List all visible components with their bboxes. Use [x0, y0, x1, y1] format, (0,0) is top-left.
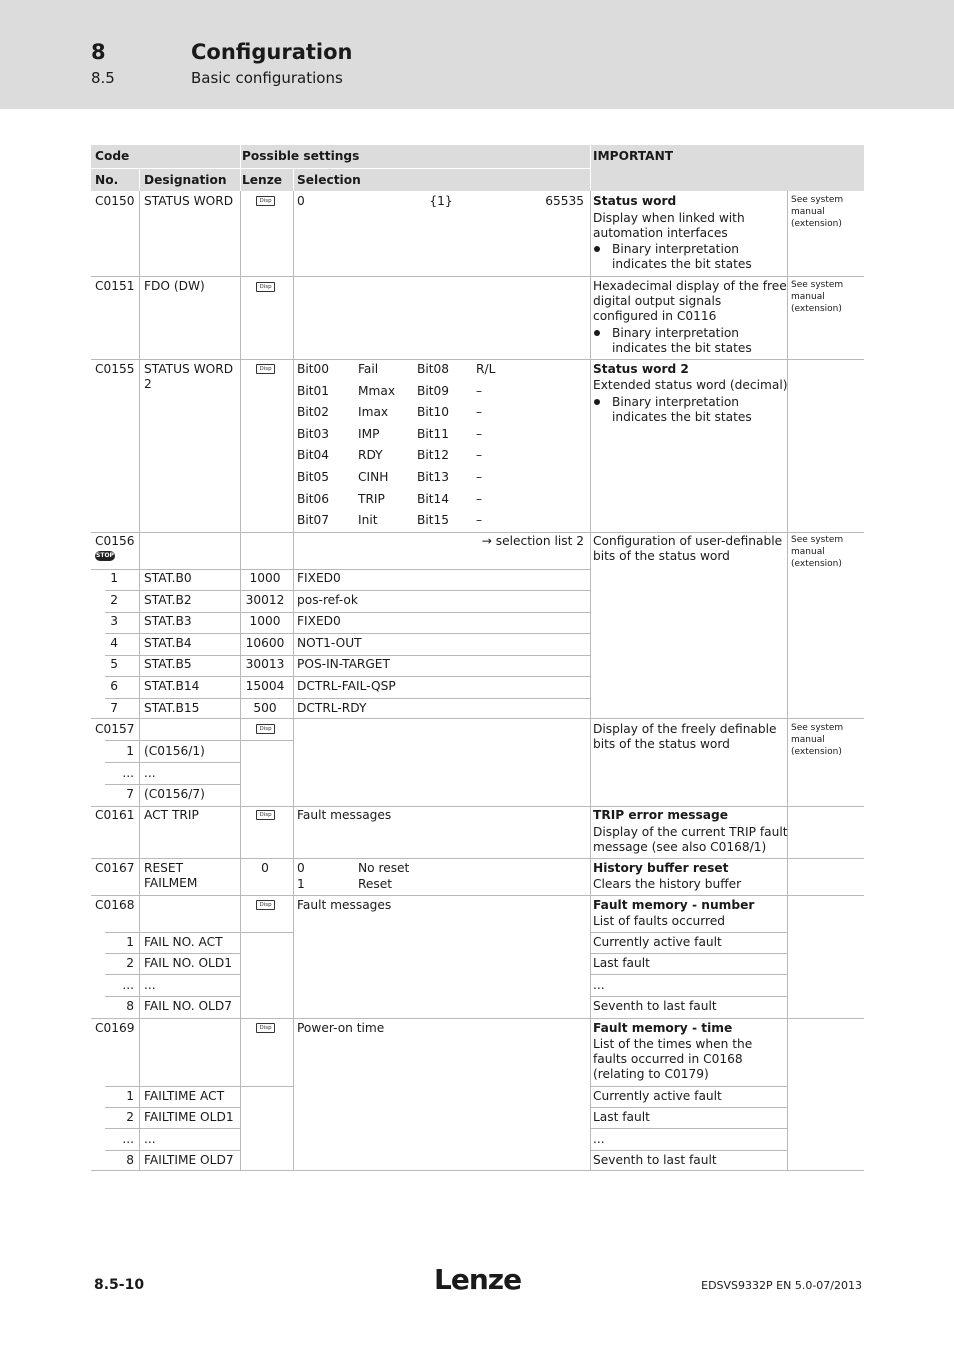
- designation: STATUS WORD: [144, 194, 234, 208]
- rule: [91, 858, 864, 859]
- imp-text: Hexadecimal display of the free: [593, 279, 787, 293]
- rule: [91, 1170, 864, 1171]
- bit-meaning: –: [476, 491, 483, 506]
- code-c0169: C0169: [95, 1021, 135, 1035]
- imp-text: Currently active fault: [593, 1089, 722, 1103]
- bit-label: Bit06: [297, 491, 330, 506]
- rule: [139, 191, 140, 1170]
- rule: [91, 806, 864, 807]
- rule: [105, 676, 590, 677]
- selection-value: 1: [297, 877, 305, 891]
- rule: [105, 784, 240, 785]
- rule: [105, 612, 590, 613]
- selection-value: POS-IN-TARGET: [297, 657, 390, 672]
- rule: [105, 932, 293, 933]
- sub-no: 1: [110, 571, 118, 585]
- col-designation: Designation: [144, 173, 227, 187]
- imp-text: ...: [593, 1131, 605, 1146]
- selection-value: pos-ref-ok: [297, 592, 358, 607]
- col-important: IMPORTANT: [593, 149, 674, 163]
- designation: FAILMEM: [144, 876, 198, 890]
- imp-text: Display when linked with: [593, 211, 745, 225]
- imp-text: bits of the status word: [593, 737, 730, 751]
- sub-designation: ...: [144, 1131, 156, 1146]
- col-lenze: Lenze: [242, 173, 283, 187]
- sub-designation: FAIL NO. ACT: [144, 935, 223, 949]
- bit-label: Bit15: [417, 513, 450, 528]
- code-c0157: C0157: [95, 722, 135, 736]
- imp-text: message (see also C0168/1): [593, 840, 767, 854]
- bit-meaning: –: [476, 383, 483, 398]
- imp-text: digital output signals: [593, 294, 722, 308]
- sub-no: ...: [122, 765, 134, 780]
- display-only-icon: Disp: [256, 900, 275, 910]
- sub-designation: STAT.B15: [144, 700, 200, 715]
- rule: [590, 145, 591, 191]
- section-number: 8.5: [91, 69, 115, 87]
- rule: [105, 740, 293, 741]
- sub-designation: FAIL NO. OLD1: [144, 956, 232, 971]
- lenze-value: 1000: [249, 614, 281, 629]
- bit-meaning: TRIP: [358, 491, 385, 506]
- col-selection: Selection: [297, 173, 361, 187]
- imp-text: Display of the freely definable: [593, 722, 777, 736]
- sub-designation: ...: [144, 977, 156, 992]
- document-reference: EDSVS9332P EN 5.0-07/2013: [701, 1279, 862, 1292]
- designation: RESET: [144, 861, 184, 875]
- rule: [105, 953, 240, 954]
- sub-no: 8: [126, 999, 134, 1014]
- col-no: No.: [95, 173, 119, 187]
- note-text: (extension): [791, 559, 842, 569]
- imp-text: ...: [593, 977, 605, 992]
- sub-no: 2: [126, 956, 134, 971]
- imp-title: Status word: [593, 194, 677, 208]
- bit-meaning: –: [476, 448, 483, 463]
- sub-no: 1: [126, 744, 134, 758]
- code-c0150: C0150: [95, 194, 135, 208]
- bullet-icon: [594, 330, 600, 336]
- bit-meaning: –: [476, 470, 483, 484]
- sel-min: 0: [297, 194, 305, 208]
- selection-value: DCTRL-FAIL-QSP: [297, 679, 396, 693]
- bit-meaning: –: [476, 513, 483, 528]
- imp-text: List of faults occurred: [593, 914, 726, 928]
- sub-designation: (C0156/1): [144, 744, 205, 758]
- rule: [590, 191, 591, 1170]
- bit-label: Bit13: [417, 470, 450, 484]
- imp-text: automation interfaces: [593, 226, 728, 240]
- stop-icon: STOP: [96, 552, 114, 559]
- imp-bullet: indicates the bit states: [612, 341, 752, 355]
- sub-designation: FAILTIME OLD7: [144, 1153, 234, 1168]
- selection-text: No reset: [358, 861, 410, 875]
- bit-label: Bit07: [297, 513, 330, 528]
- bit-label: Bit00: [297, 362, 330, 376]
- rule: [590, 1107, 787, 1108]
- rule: [105, 1107, 240, 1108]
- sub-designation: STAT.B4: [144, 635, 192, 650]
- bit-meaning: –: [476, 426, 483, 441]
- sub-designation: FAIL NO. OLD7: [144, 999, 232, 1014]
- code-c0161: C0161: [95, 808, 135, 822]
- selection-value: Power-on time: [297, 1021, 385, 1035]
- sub-designation: STAT.B2: [144, 592, 192, 607]
- bit-label: Bit08: [417, 362, 450, 376]
- selection-text: Reset: [358, 877, 393, 891]
- rule: [293, 168, 294, 191]
- selection-value: 0: [297, 861, 305, 875]
- bit-label: Bit04: [297, 448, 330, 463]
- bit-meaning: Mmax: [358, 383, 396, 398]
- note-text: See system: [791, 723, 844, 733]
- note-text: manual: [791, 292, 825, 302]
- rule: [91, 168, 590, 169]
- sub-no: 4: [110, 635, 118, 650]
- lenze-value: 30013: [245, 657, 285, 672]
- sub-designation: FAILTIME OLD1: [144, 1110, 234, 1125]
- bit-meaning: RDY: [358, 448, 383, 463]
- imp-bullet: indicates the bit states: [612, 257, 752, 271]
- lenze-value: 1000: [249, 571, 281, 585]
- rule: [91, 1018, 864, 1019]
- bit-label: Bit14: [417, 491, 450, 506]
- sub-no: 5: [110, 657, 118, 672]
- selection-value: NOT1-OUT: [297, 635, 362, 650]
- sub-designation: ...: [144, 765, 156, 780]
- rule: [105, 762, 240, 763]
- sub-designation: STAT.B0: [144, 571, 192, 585]
- sub-designation: FAILTIME ACT: [144, 1089, 225, 1103]
- sub-designation: STAT.B5: [144, 657, 192, 672]
- bit-meaning: Imax: [358, 405, 389, 420]
- bit-meaning: Fail: [358, 362, 379, 376]
- note-text: See system: [791, 280, 844, 290]
- bit-label: Bit05: [297, 470, 330, 484]
- imp-text: Configuration of user-definable: [593, 534, 783, 548]
- bit-meaning: R/L: [476, 362, 496, 376]
- imp-title: History buffer reset: [593, 861, 729, 875]
- note-text: See system: [791, 535, 844, 545]
- sub-designation: STAT.B14: [144, 679, 200, 693]
- lenze-logo: Lenze: [434, 1263, 522, 1296]
- imp-title: Status word 2: [593, 362, 689, 376]
- lenze-value: 10600: [245, 635, 285, 650]
- selection-value: DCTRL-RDY: [297, 700, 367, 715]
- sub-no: ...: [122, 977, 134, 992]
- imp-text: Seventh to last fault: [593, 1153, 717, 1168]
- note-text: (extension): [791, 747, 842, 757]
- sub-designation: STAT.B3: [144, 614, 192, 629]
- section-title: Basic configurations: [191, 69, 343, 87]
- imp-text: Clears the history buffer: [593, 877, 742, 891]
- bit-label: Bit01: [297, 383, 330, 398]
- imp-text: Display of the current TRIP fault: [593, 825, 788, 839]
- bit-label: Bit11: [417, 426, 450, 441]
- col-code: Code: [95, 149, 130, 163]
- imp-text: Last fault: [593, 956, 650, 971]
- designation: ACT TRIP: [144, 808, 199, 822]
- note-text: manual: [791, 207, 825, 217]
- rule: [91, 718, 864, 719]
- imp-text: faults occurred in C0168: [593, 1052, 743, 1066]
- sel-max: 65535: [545, 194, 584, 208]
- rule: [590, 996, 787, 997]
- sub-no: 2: [126, 1110, 134, 1125]
- rule: [590, 932, 787, 933]
- display-only-icon: Disp: [256, 1023, 275, 1033]
- imp-text: Seventh to last fault: [593, 999, 717, 1014]
- display-only-icon: Disp: [256, 364, 275, 374]
- rule: [105, 698, 590, 699]
- bit-label: Bit03: [297, 426, 330, 441]
- sub-no: 8: [126, 1153, 134, 1168]
- lenze-value: 15004: [245, 679, 285, 693]
- rule: [590, 1128, 787, 1129]
- rule: [105, 996, 240, 997]
- bullet-icon: [594, 399, 600, 405]
- selection-value: Fault messages: [297, 898, 392, 912]
- rule: [590, 1150, 787, 1151]
- rule: [91, 895, 864, 896]
- rule: [590, 953, 787, 954]
- code-c0167: C0167: [95, 861, 135, 875]
- designation: FDO (DW): [144, 279, 205, 293]
- selection-list: → selection list 2: [481, 534, 584, 548]
- sub-no: 7: [110, 700, 118, 715]
- rule: [590, 974, 787, 975]
- rule: [91, 569, 590, 570]
- code-c0156: C0156: [95, 534, 135, 548]
- display-only-icon: Disp: [256, 282, 275, 292]
- imp-text: Extended status word (decimal): [593, 378, 788, 392]
- rule: [105, 655, 590, 656]
- bit-meaning: CINH: [358, 470, 389, 484]
- rule: [105, 633, 590, 634]
- sub-no: 3: [110, 614, 118, 629]
- code-c0151: C0151: [95, 279, 135, 293]
- bullet-icon: [594, 246, 600, 252]
- display-only-icon: Disp: [256, 196, 275, 206]
- sub-no: 7: [126, 787, 134, 801]
- selection-value: Fault messages: [297, 808, 392, 822]
- imp-text: Last fault: [593, 1110, 650, 1125]
- lenze-value: 500: [253, 700, 277, 715]
- imp-title: Fault memory - time: [593, 1021, 733, 1035]
- imp-text: configured in C0116: [593, 309, 717, 323]
- imp-title: TRIP error message: [593, 808, 729, 822]
- sub-no: 1: [126, 935, 134, 949]
- rule: [105, 590, 590, 591]
- sub-designation: (C0156/7): [144, 787, 205, 801]
- note-text: (extension): [791, 304, 842, 314]
- note-text: See system: [791, 195, 844, 205]
- bit-meaning: IMP: [358, 426, 380, 441]
- imp-bullet: Binary interpretation: [612, 242, 740, 256]
- imp-title: Fault memory - number: [593, 898, 755, 912]
- chapter-title: Configuration: [191, 40, 353, 64]
- selection-value: FIXED0: [297, 571, 341, 585]
- rule: [787, 191, 788, 1170]
- page-number: 8.5-10: [94, 1277, 145, 1293]
- note-text: manual: [791, 735, 825, 745]
- sub-no: 6: [110, 679, 118, 693]
- rule: [139, 168, 140, 191]
- note-text: (extension): [791, 219, 842, 229]
- bit-label: Bit10: [417, 405, 450, 420]
- sub-no: 2: [110, 592, 118, 607]
- rule: [91, 359, 864, 360]
- col-possible-settings: Possible settings: [242, 149, 360, 163]
- selection-value: FIXED0: [297, 614, 341, 629]
- designation: 2: [144, 377, 152, 391]
- display-only-icon: Disp: [256, 724, 275, 734]
- rule: [105, 1086, 293, 1087]
- bit-label: Bit02: [297, 405, 330, 420]
- designation: STATUS WORD: [144, 362, 234, 376]
- imp-bullet: Binary interpretation: [612, 326, 740, 340]
- lenze-value: 0: [261, 861, 269, 875]
- rule: [105, 1128, 240, 1129]
- rule: [105, 974, 240, 975]
- rule: [105, 1150, 240, 1151]
- sub-no: 1: [126, 1089, 134, 1103]
- note-text: manual: [791, 547, 825, 557]
- rule: [590, 1086, 787, 1087]
- code-c0155: C0155: [95, 362, 135, 376]
- chapter-number: 8: [91, 40, 106, 64]
- imp-bullet: indicates the bit states: [612, 410, 752, 424]
- code-c0168: C0168: [95, 898, 135, 912]
- bit-meaning: –: [476, 405, 483, 420]
- imp-text: bits of the status word: [593, 549, 730, 563]
- imp-bullet: Binary interpretation: [612, 395, 740, 409]
- imp-text: Currently active fault: [593, 935, 722, 949]
- display-only-icon: Disp: [256, 810, 275, 820]
- bit-meaning: Init: [358, 513, 378, 528]
- sel-step: {1}: [429, 194, 453, 208]
- rule: [91, 276, 864, 277]
- bit-label: Bit12: [417, 448, 450, 463]
- imp-text: (relating to C0179): [593, 1067, 709, 1081]
- sub-no: ...: [122, 1131, 134, 1146]
- bit-label: Bit09: [417, 383, 450, 398]
- imp-text: List of the times when the: [593, 1037, 753, 1051]
- rule: [91, 532, 864, 533]
- lenze-value: 30012: [245, 592, 285, 607]
- rule: [240, 145, 241, 191]
